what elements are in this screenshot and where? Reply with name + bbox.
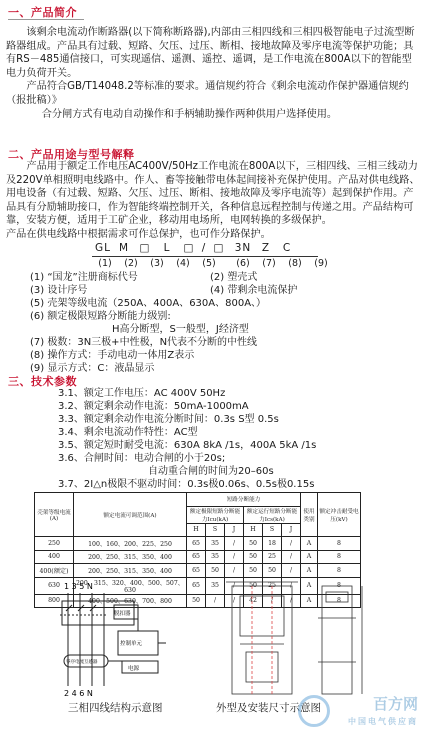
table-row: 250 100、160、200、225、250 65 35 / 50 18 / A 8 (35, 537, 361, 551)
tech-item-5: 3.5、额定短时耐受电流：630A 8kA /1s，400A 5kA /1s (58, 440, 317, 451)
th-frame: 壳架等级电流(A) (35, 493, 74, 537)
th-impulse: 额定冲击耐受电压(kV) (318, 493, 361, 537)
th-breaking: 短路分断能力 (187, 493, 301, 507)
tech-item-2: 3.2、额定剩余动作电流：50mA-1000mA (58, 401, 249, 412)
table-row: 630 200、315、320、400、500、507、630 65 35 / 50 25 / A 8 (35, 577, 361, 594)
usage-paragraph-2: 产品在供电线路中根据需求可作总保护，也可作分路保护。 (6, 228, 271, 240)
watermark-title: 百方网 (372, 695, 418, 713)
model-item-5: (5) 壳架等级电流（250A、400A、630A、800A、） (30, 298, 267, 309)
trip-unit-label: 脱扣器 (114, 611, 131, 617)
tech-item-4: 3.4、剩余电流动作特性：AC型 (58, 427, 198, 438)
th-icu: 额定极限短路分断能力Icu(kA) (187, 506, 244, 523)
heading-rule (8, 19, 84, 20)
model-code: GL M □ L □ / □ 3N Z C (95, 242, 292, 254)
table-row: 400 200、250、315、350、400 65 35 / 50 25 / A 8 (35, 550, 361, 564)
th-sub: J (282, 523, 301, 537)
model-item-3: (3) 设计序号 (30, 285, 88, 296)
wiring-diagram (58, 581, 198, 699)
section-heading-tech: 三、技术参数 (8, 375, 77, 388)
tech-item-6-detail: 自动重合闸的时间为20–60s (148, 466, 274, 477)
top-terminal-labels: 1 3 5 N (64, 582, 93, 591)
th-sub: H (244, 523, 263, 537)
usage-paragraph-1: 产品用于额定工作电压AC400V/50Hz工作电流在800A以下，三相四线、三相三线动力及220V单相照明电线路中。作人、畜等接触带电体起间接补充保护使用。产品对供电线路、用电设备（有过载、短路、欠压、过压、断相、接地故障及零序电流等）起到保护作用。产品具有分励辅助接口，作为智能终端控制开关，各种信息远程控制与传递之用。产品结构可靠，安装方便，适用于工矿企业，移动用电场所，电网转换的多级保护。 (6, 161, 420, 227)
model-code-underline (92, 256, 318, 257)
watermark-logo-icon (298, 695, 330, 727)
th-category: 使用类别 (301, 493, 318, 537)
model-item-9: (9) 显示方式：C：液晶显示 (30, 363, 155, 374)
intro-paragraph-3: 合分闸方式有电动自动操作和手柄辅助操作两种供用户选择使用。 (41, 108, 338, 120)
caption-outline: 外型及安装尺寸示意图 (216, 702, 321, 714)
th-sub: J (225, 523, 244, 537)
ct-label: 零序电流互感器 (66, 660, 98, 665)
usage-text (6, 160, 420, 242)
tech-item-3: 3.3、额定剩余动作电流分断时间：0.3s S型 0.5s (58, 414, 279, 425)
section-heading-usage: 二、产品用途与型号解释 (8, 148, 135, 161)
tech-item-1: 3.1、额定工作电压：AC 400V 50Hz (58, 388, 226, 399)
model-code-numbers: (1) (2) (3) (4) (5) (6) (7) (8) (9) (98, 258, 328, 269)
model-item-1: (1) “国龙”注册商标代号 (30, 272, 138, 283)
th-sub: S (263, 523, 282, 537)
power-label: 电源 (128, 666, 140, 672)
caption-wiring: 三相四线结构示意图 (68, 702, 163, 714)
table-row: 800 400、500、630、700、800 50 / / 42 / / A 8 (35, 594, 361, 608)
model-item-6-detail: H高分断型，S一般型，J经济型 (112, 324, 249, 335)
th-rated: 额定电流可调范围(A) (74, 493, 187, 537)
outline-diagram (222, 578, 372, 698)
tech-item-7: 3.7、2I△n极限不驱动时间：0.3s极0.06s、0.5s极0.15s (58, 479, 315, 490)
intro-paragraph-2: 产品符合GB/T14048.2等标准的要求。通信规约符合《剩余电流动作保护器通信规约（报批稿）》 (6, 81, 409, 106)
th-ics: 额定运行短路分断能力Ics(kA) (244, 506, 301, 523)
control-unit-label: 控制单元 (120, 641, 143, 647)
model-item-7: (7) 极数：3N三极+中性极，N代表不分断的中性线 (30, 337, 258, 348)
model-item-2: (2) 塑壳式 (210, 272, 258, 283)
section-heading-intro: 一、产品简介 (8, 6, 77, 19)
bottom-terminal-labels: 2 4 6 N (64, 689, 93, 698)
model-item-8: (8) 操作方式：手动电动一体用Z表示 (30, 350, 195, 361)
intro-paragraph-1: 该剩余电流动作断路器(以下简称断路器),内部由三相四线和三相四极智能电子过流型断路器组成。产品具有过载、短路、欠压、过压、断相、接地故障及零序电流等保护功能；具有RS－485通信接口，可实现遥信、遥测、遥控、遥调，是工作电流在800A以下的智能型电力负荷开关。 (6, 27, 415, 79)
model-item-4: (4) 带剩余电流保护 (210, 285, 298, 296)
watermark-subtitle: 中国电气供应商 (348, 717, 418, 726)
table-row: 400(额定) 200、250、315、350、400 65 50 / 50 50 / A 8 (35, 564, 361, 578)
th-sub: H (187, 523, 206, 537)
th-sub: S (206, 523, 225, 537)
model-item-6: (6) 额定极限短路分断能力级别: (30, 311, 171, 322)
tech-item-6: 3.6、合闸时间：电动合闸的小于20s; (58, 453, 226, 464)
intro-text (6, 26, 420, 121)
